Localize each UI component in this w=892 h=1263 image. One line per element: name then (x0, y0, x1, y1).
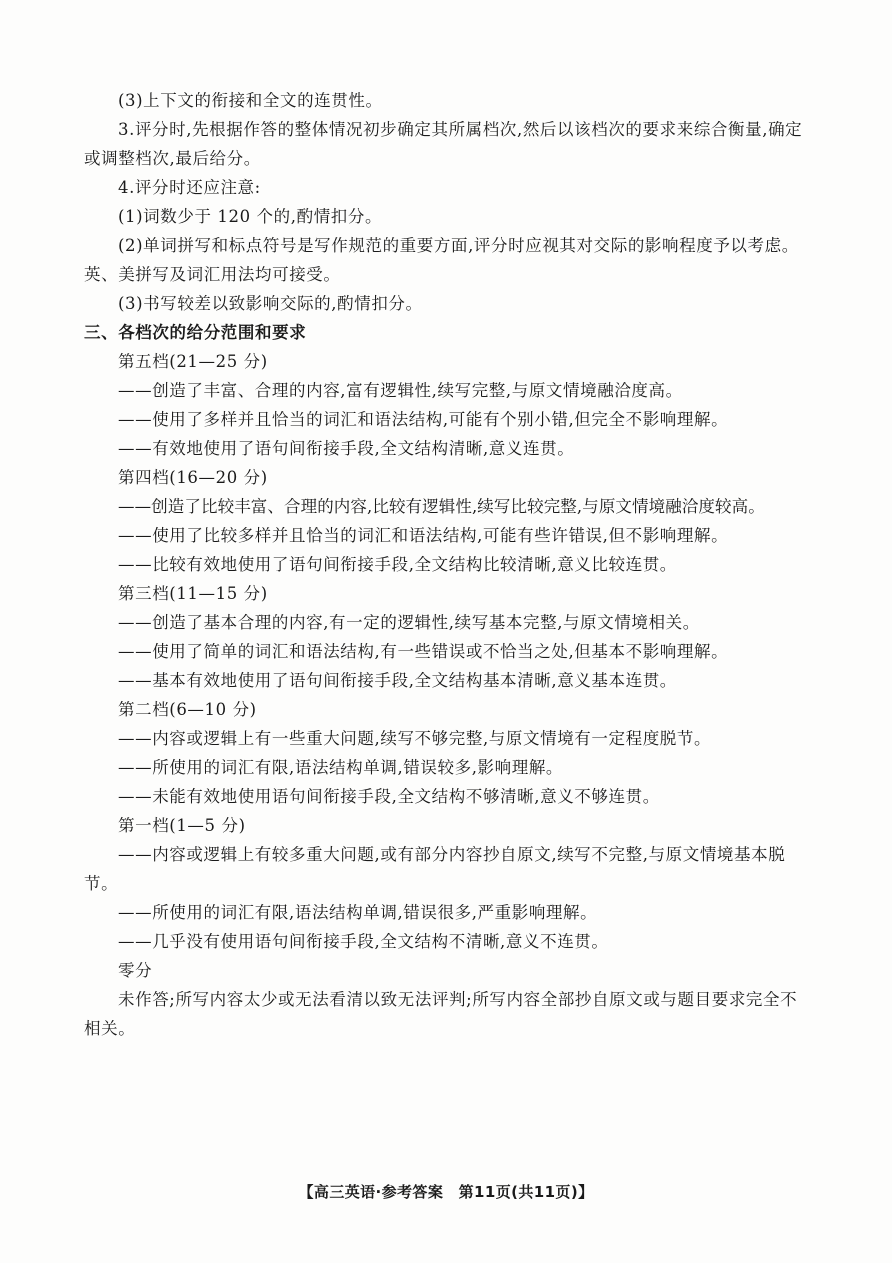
criterion-item: ——几乎没有使用语句间衔接手段,全文结构不清晰,意义不连贯。 (118, 932, 609, 951)
paragraph: (3)书写较差以致影响交际的,酌情扣分。 (118, 294, 423, 313)
criterion-item: ——使用了比较多样并且恰当的词汇和语法结构,可能有些许错误,但不影响理解。 (118, 526, 729, 545)
criterion-item: ——创造了比较丰富、合理的内容,比较有逻辑性,续写比较完整,与原文情境融洽度较高。 (118, 497, 765, 516)
criterion-item: ——使用了简单的词汇和语法结构,有一些错误或不恰当之处,但基本不影响理解。 (118, 642, 729, 661)
criterion-item: ——有效地使用了语句间衔接手段,全文结构清晰,意义连贯。 (118, 439, 575, 458)
paragraph: (2)单词拼写和标点符号是写作规范的重要方面,评分时应视其对交际的影响程度予以考虑。英、美拼写及词汇用法均可接受。 (84, 236, 799, 284)
grade-level-title: 第一档(1—5 分) (118, 816, 246, 835)
section-heading: 三、各档次的给分范围和要求 (84, 323, 307, 342)
criterion-item: ——创造了基本合理的内容,有一定的逻辑性,续写基本完整,与原文情境相关。 (118, 613, 700, 632)
criterion-item: ——基本有效地使用了语句间衔接手段,全文结构基本清晰,意义基本连贯。 (118, 671, 677, 690)
paragraph: (1)词数少于 120 个的,酌情扣分。 (118, 207, 383, 226)
criterion-item: 未作答;所写内容太少或无法看清以致无法评判;所写内容全部抄自原文或与题目要求完全不相关。 (84, 990, 798, 1038)
criterion-item: ——未能有效地使用语句间衔接手段,全文结构不够清晰,意义不够连贯。 (118, 787, 660, 806)
criterion-item: ——创造了丰富、合理的内容,富有逻辑性,续写完整,与原文情境融洽度高。 (118, 381, 683, 400)
grade-level-title: 第三档(11—15 分) (118, 584, 268, 603)
criterion-item: ——使用了多样并且恰当的词汇和语法结构,可能有个别小错,但完全不影响理解。 (118, 410, 729, 429)
grade-level-title: 第五档(21—25 分) (118, 352, 268, 371)
grade-level-title: 零分 (118, 961, 153, 980)
criterion-item: ——比较有效地使用了语句间衔接手段,全文结构比较清晰,意义比较连贯。 (118, 555, 677, 574)
page-footer: 【高三英语·参考答案 第11页(共11页)】 (298, 1183, 594, 1201)
criterion-item: ——内容或逻辑上有较多重大问题,或有部分内容抄自原文,续写不完整,与原文情境基本脱节。 (84, 845, 786, 893)
criterion-item: ——内容或逻辑上有一些重大问题,续写不够完整,与原文情境有一定程度脱节。 (118, 729, 712, 748)
document-body (84, 86, 814, 1043)
paragraph: 4.评分时还应注意: (118, 178, 261, 197)
grade-level-title: 第二档(6—10 分) (118, 700, 257, 719)
paragraph: 3.评分时,先根据作答的整体情况初步确定其所属档次,然后以该档次的要求来综合衡量,确定或调整档次,最后给分。 (84, 120, 803, 168)
criterion-item: ——所使用的词汇有限,语法结构单调,错误较多,影响理解。 (118, 758, 564, 777)
paragraph: (3)上下文的衔接和全文的连贯性。 (118, 91, 383, 110)
criterion-item: ——所使用的词汇有限,语法结构单调,错误很多,严重影响理解。 (118, 903, 598, 922)
grade-level-title: 第四档(16—20 分) (118, 468, 268, 487)
